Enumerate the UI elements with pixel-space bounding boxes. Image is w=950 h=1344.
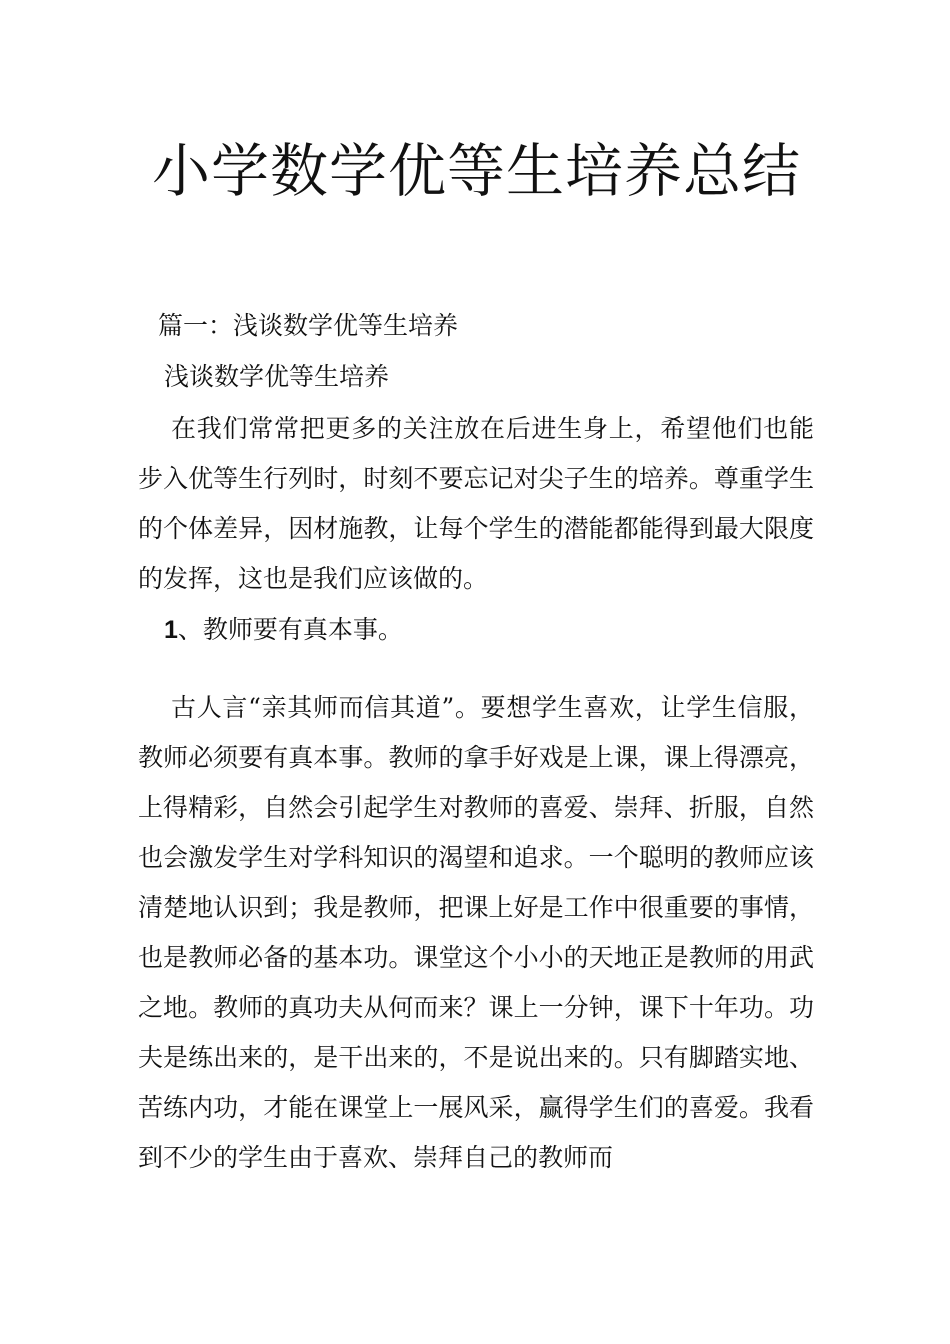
section-heading: 篇一：浅谈数学优等生培养 — [158, 311, 459, 340]
paragraph-intro: 在我们常常把更多的关注放在后进生身上，希望他们也能步入优等生行列时，时刻不要忘记对尖子生的培养。尊重学生的个体差异，因材施教，让每个学生的潜能都能得到最大限度的发挥，这也是我们应该做的。 — [138, 414, 814, 593]
list-item-heading — [164, 614, 403, 646]
paragraph-body: 古人言“亲其师而信其道”。要想学生喜欢，让学生信服，教师必须要有真本事。教师的拿手好戏是上课，课上得漂亮，上得精彩，自然会引起学生对教师的喜爱、崇拜、折服，自然也会激发学生对学科知识的渴望和追求。一个聪明的教师应该清楚地认识到；我是教师，把课上好是工作中很重要的事情，也是教师必备的基本功。课堂这个小小的天地正是教师的用武之地。教师的真功夫从何而来？课上一分钟，课下十年功。功夫是练出来的，是干出来的，不是说出来的。只有脚踏实地、苦练内功，才能在课堂上一展风采，赢得学生们的喜爱。我看到不少的学生由于喜欢、崇拜自己的教师而 — [138, 693, 814, 1172]
subheading: 浅谈数学优等生培养 — [164, 362, 390, 391]
list-item-number: 1 — [164, 616, 178, 644]
document-title: 小学数学优等生培养总结 — [152, 137, 802, 205]
list-item-text: 、教师要有真本事。 — [177, 615, 403, 644]
